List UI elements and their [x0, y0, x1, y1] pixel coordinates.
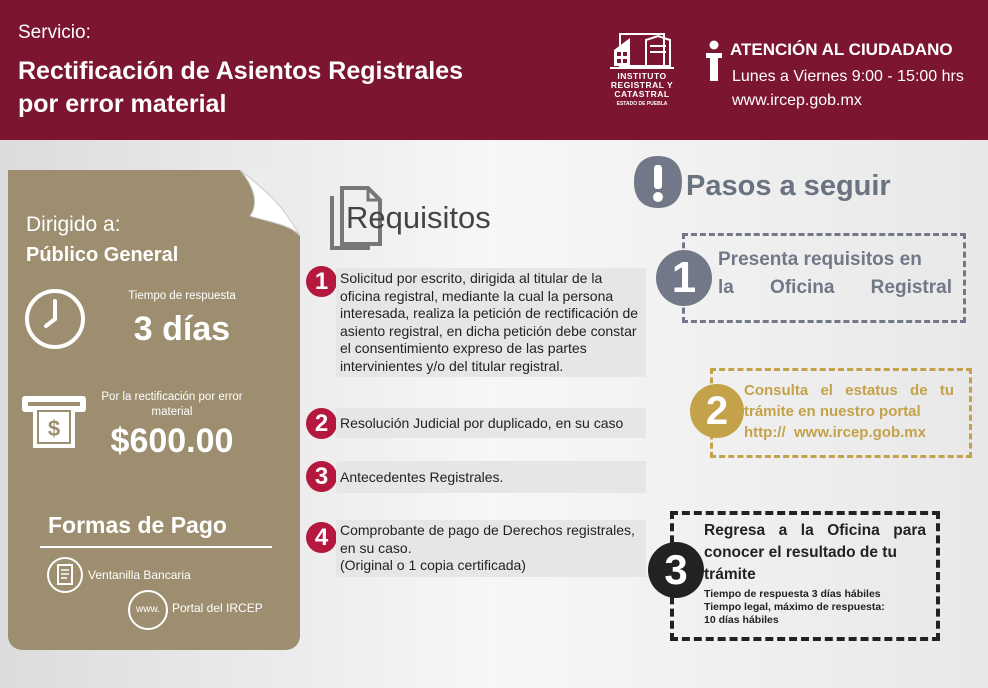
response-time-label: Tiempo de respuesta: [128, 290, 236, 302]
requirements-title: Requisitos: [346, 200, 491, 235]
directed-label: Dirigido a:: [26, 213, 121, 236]
requirement-item-3: Antecedentes Registrales.: [336, 461, 646, 493]
step-3-notes: Tiempo de respuesta 3 días hábiles Tiempo legal, máximo de respuesta: 10 días hábiles: [704, 588, 885, 626]
step-3-text: Regresa a la Oficina para conocer el resultado de tu trámite: [704, 522, 926, 583]
page-title-line1: Rectificación de Asientos Registrales: [18, 57, 464, 85]
service-label: Servicio:: [18, 22, 91, 43]
requirement-item-1: Solicitud por escrito, dirigida al titular de la oficina registral, mediante la cual la persona interesada, realiza la petición de rectificación de asiento registral, en dicha petición debe constar el consentimiento expreso de las partes intervinientes y/o del titular registral.: [336, 268, 646, 377]
building-logo-icon: [606, 32, 678, 72]
step-number: 3: [648, 542, 704, 598]
attention-hours: Lunes a Viernes 9:00 - 15:00 hrs: [732, 68, 964, 85]
page-title-line2: por error material: [18, 90, 227, 118]
price-value: $600.00: [110, 422, 234, 460]
www-icon: www.: [128, 590, 168, 630]
payment-divider: [40, 546, 272, 548]
step-1-text: Presenta requisitos en la Oficina Registral: [718, 249, 952, 298]
requirement-item-4: Comprobante de pago de Derechos registrales, en su caso. (Original o 1 copia certificada): [336, 520, 646, 577]
payment-portal-label: Portal del IRCEP: [172, 601, 263, 615]
svg-text:$: $: [47, 416, 61, 441]
requirement-number: 4: [306, 522, 337, 553]
requirement-number: 3: [306, 461, 337, 492]
cash-machine-icon: [20, 392, 88, 452]
bank-document-icon: [46, 556, 84, 594]
directed-value: Público General: [26, 244, 179, 266]
steps-title: Pasos a seguir: [686, 170, 891, 202]
price-label: Por la rectificación por error material: [101, 391, 243, 418]
step-number: 1: [656, 250, 712, 306]
requirement-item-2: Resolución Judicial por duplicado, en su caso: [336, 408, 646, 438]
attention-website[interactable]: www.ircep.gob.mx: [732, 92, 862, 109]
clock-icon: [24, 288, 86, 350]
logo-text: INSTITUTO REGISTRAL Y CATASTRAL: [610, 71, 674, 99]
header: [0, 0, 988, 140]
payment-bank-label: Ventanilla Bancaria: [88, 568, 191, 582]
step-2-text: Consulta el estatus de tu trámite en nuestro portal http:// www.ircep.gob.mx: [744, 382, 954, 441]
payment-title: Formas de Pago: [48, 512, 227, 538]
ircep-logo: [606, 32, 678, 107]
alert-icon: [632, 154, 684, 210]
attention-title: ATENCIÓN AL CIUDADANO: [730, 40, 953, 59]
response-time-value: 3 días: [133, 310, 231, 348]
requirement-number: 1: [306, 266, 337, 297]
step-number: 2: [690, 384, 744, 438]
page-title: [18, 55, 518, 121]
info-icon: [704, 40, 724, 84]
page-curl-icon: [240, 170, 300, 236]
logo-subtext: ESTADO DE PUEBLA: [616, 101, 668, 107]
requirement-number: 2: [306, 408, 337, 439]
